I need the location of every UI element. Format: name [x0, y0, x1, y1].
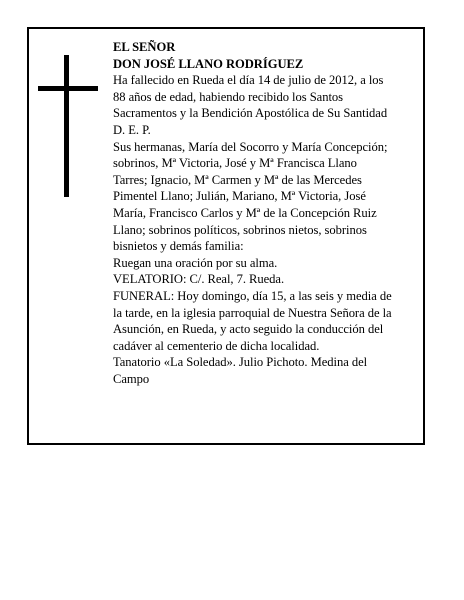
notice-heading-line-2: DON JOSÉ LLANO RODRÍGUEZ: [113, 56, 304, 71]
notice-text-line: Ruegan una oración por su alma.: [113, 255, 278, 270]
notice-text-line: la tarde, en la iglesia parroquial de Nuestra Señora de la: [113, 305, 392, 320]
notice-text-line: Llano; sobrinos políticos, sobrinos nietos, sobrinos: [113, 222, 367, 237]
cross-horizontal-bar: [38, 86, 98, 91]
notice-text-line: sobrinos, Mª Victoria, José y Mª Francisca Llano: [113, 156, 357, 171]
cross-icon: [38, 55, 98, 197]
notice-text-line: 88 años de edad, habiendo recibido los Santos: [113, 89, 343, 104]
notice-text-line: Pimentel Llano; Julián, Mariano, Mª Victoria, José: [113, 189, 366, 204]
notice-text-line: Tanatorio «La Soledad». Julio Pichoto. Medina del: [113, 355, 368, 370]
notice-text-line: FUNERAL: Hoy domingo, día 15, a las seis y media de: [113, 288, 392, 303]
notice-text-line: cadáver al cementerio de dicha localidad.: [113, 338, 320, 353]
notice-text-line: D. E. P.: [113, 122, 151, 137]
obituary-text: [113, 39, 419, 387]
notice-text-line: Tarres; Ignacio, Mª Carmen y Mª de las Mercedes: [113, 172, 362, 187]
notice-text-line: María, Francisco Carlos y Mª de la Concepción Ruiz: [113, 205, 377, 220]
notice-text-line: Sus hermanas, María del Socorro y María Concepción;: [113, 139, 388, 154]
notice-text-line: VELATORIO: C/. Real, 7. Rueda.: [113, 272, 285, 287]
cross-vertical-bar: [64, 55, 69, 197]
notice-text-line: Campo: [113, 371, 150, 386]
notice-text-line: Sacramentos y la Bendición Apostólica de Su Santidad: [113, 106, 388, 121]
notice-text-line: Ha fallecido en Rueda el día 14 de julio de 2012, a los: [113, 73, 384, 88]
notice-text-line: bisnietos y demás familia:: [113, 239, 244, 254]
notice-heading-line-1: EL SEÑOR: [113, 40, 176, 54]
notice-text-line: Asunción, en Rueda, y acto seguido la conducción del: [113, 322, 384, 337]
